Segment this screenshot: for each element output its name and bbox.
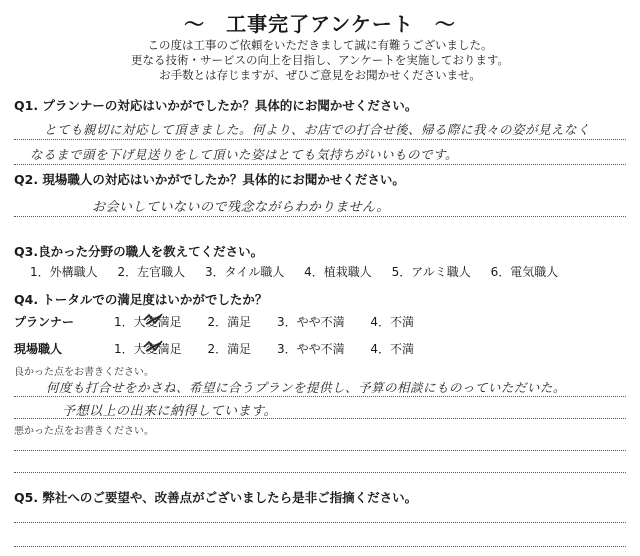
q1-answer-line-1: とても親切に対応して頂きました。何より、お店での打合せ後、帰る際に我々の姿が見えなく <box>44 122 591 137</box>
craftsman-label: 現場職人 <box>14 342 63 356</box>
planner-option-3[interactable]: 3．やや不満 <box>276 315 345 329</box>
answer-rule[interactable] <box>14 450 626 451</box>
planner-option-2[interactable]: 2．満足 <box>207 315 252 329</box>
q3-option-2[interactable]: 2．左官職人 <box>117 265 186 279</box>
q3-options <box>30 263 574 280</box>
q3-option-4[interactable]: 4．植栽職人 <box>304 265 372 279</box>
intro-line-1: この度は工事のご依頼をいただきまして誠に有難うございました。 <box>147 38 493 52</box>
answer-rule[interactable] <box>14 472 626 473</box>
page-title: 〜 工事完了アンケート 〜 <box>184 12 456 36</box>
answer-rule <box>14 164 626 165</box>
q5-question: Q5. 弊社へのご要望や、改善点がございましたら是非ご指摘ください。 <box>14 490 418 505</box>
q1-question: Q1. プランナーの対応はいかがでしたか？具体的にお聞かせください。 <box>14 98 418 113</box>
bad-points-prompt: 悪かった点をお書きください。 <box>14 426 154 437</box>
answer-rule <box>14 396 626 397</box>
answer-rule[interactable] <box>14 522 626 523</box>
planner-label: プランナー <box>14 315 75 329</box>
planner-option-4[interactable]: 4．不満 <box>370 315 415 329</box>
good-answer-line-2: 予想以上の出来に納得しています。 <box>62 404 277 419</box>
q3-option-6[interactable]: 6．電気職人 <box>490 265 559 279</box>
selected-circle-icon <box>140 338 166 354</box>
craftsman-option-3[interactable]: 3．やや不満 <box>276 342 345 356</box>
intro-line-3: お手数とは存じますが、ぜひご意見をお聞かせくださいませ。 <box>159 68 481 82</box>
q2-question: Q2. 現場職人の対応はいかがでしたか？具体的にお聞かせください。 <box>14 172 405 187</box>
planner-option-1[interactable]: 1．大変満足 <box>114 315 182 329</box>
q3-option-3[interactable]: 3．タイル職人 <box>204 265 285 279</box>
good-answer-line-1: 何度も打合せをかさね、希望に合うプランを提供し、予算の相談にものっていただいた。 <box>46 380 566 395</box>
q1-answer-line-2: なるまで頭を下げ見送りをして頂いた姿はとても気持ちがいいものです。 <box>30 147 459 162</box>
answer-rule <box>14 418 626 419</box>
craftsman-option-2[interactable]: 2．満足 <box>207 342 252 356</box>
answer-rule <box>14 216 626 217</box>
good-points-prompt: 良かった点をお書きください。 <box>14 367 154 378</box>
craftsman-option-4[interactable]: 4．不満 <box>370 342 415 356</box>
answer-rule <box>14 139 626 140</box>
selected-circle-icon <box>140 311 166 327</box>
intro-line-2: 更なる技術・サービスの向上を目指し、アンケートを実施しております。 <box>131 53 509 67</box>
q3-question: Q3.良かった分野の職人を教えてください。 <box>14 244 264 259</box>
answer-rule[interactable] <box>14 546 626 547</box>
q3-option-1[interactable]: 1．外構職人 <box>30 265 98 279</box>
q4-question: Q4. トータルでの満足度はいかがでしたか？ <box>14 292 268 307</box>
craftsman-option-1[interactable]: 1．大変満足 <box>114 342 182 356</box>
q3-option-5[interactable]: 5．アルミ職人 <box>391 265 471 279</box>
q2-answer-line-1: お会いしていないので残念ながらわかりません。 <box>92 200 390 215</box>
